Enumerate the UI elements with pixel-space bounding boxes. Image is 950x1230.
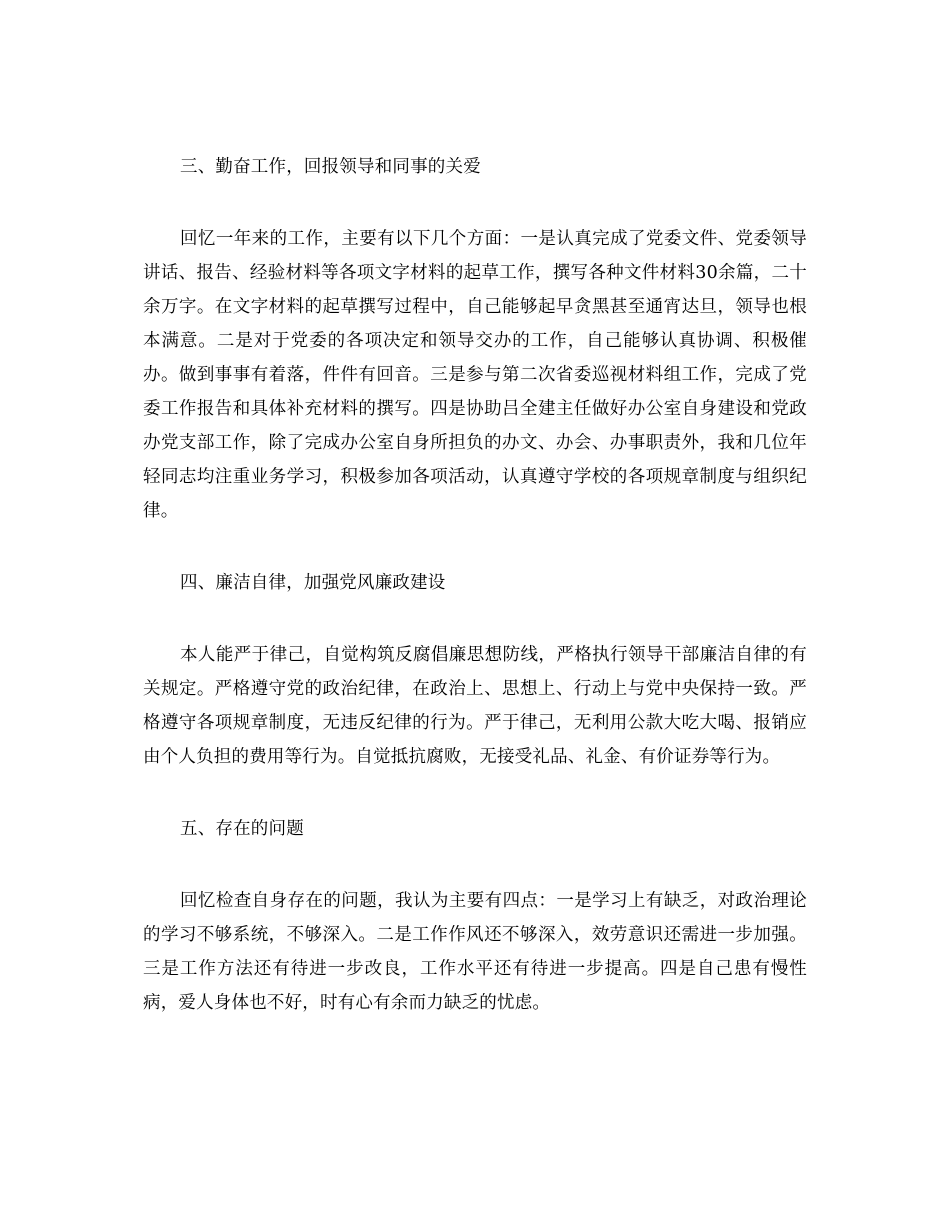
section-paragraph-5: 回忆检查自身存在的问题，我认为主要有四点：一是学习上有缺乏，对政治理论的学习不够系统，不够深入。二是工作作风还不够深入，效劳意识还需进一步加强。三是工作方法还有待进一步改良，工作水平还有待进一步提高。四是自己患有慢性病，爱人身体也不好，时有心有余而力缺乏的忧虑。 <box>143 891 807 1013</box>
section-heading-4: 四、廉洁自律，加强党风廉政建设 <box>180 573 446 593</box>
section-heading-5: 五、存在的问题 <box>180 819 304 839</box>
section-heading-3: 三、勤奋工作，回报领导和同事的关爱 <box>180 157 481 177</box>
document-body <box>143 150 807 1020</box>
section-paragraph-3: 回忆一年来的工作，主要有以下几个方面：一是认真完成了党委文件、党委领导讲话、报告、经验材料等各项文字材料的起草工作，撰写各种文件材料30余篇，二十余万字。在文字材料的起草撰写过程中，自己能够起早贪黑甚至通宵达旦，领导也根本满意。二是对于党委的各项决定和领导交办的工作，自己能够认真协调、积极催办。做到事事有着落，件件有回音。三是参与第二次省委巡视材料组工作，完成了党委工作报告和具体补充材料的撰写。四是协助吕全建主任做好办公室自身建设和党政办党支部工作，除了完成办公室自身所担负的办文、办会、办事职责外，我和几位年轻同志均注重业务学习，积极参加各项活动，认真遵守学校的各项规章制度与组织纪律。 <box>143 229 807 521</box>
section-paragraph-4: 本人能严于律己，自觉构筑反腐倡廉思想防线，严格执行领导干部廉洁自律的有关规定。严格遵守党的政治纪律，在政治上、思想上、行动上与党中央保持一致。严格遵守各项规章制度，无违反纪律的行为。严于律己，无利用公款大吃大喝、报销应由个人负担的费用等行为。自觉抵抗腐败，无接受礼品、礼金、有价证券等行为。 <box>143 645 807 767</box>
